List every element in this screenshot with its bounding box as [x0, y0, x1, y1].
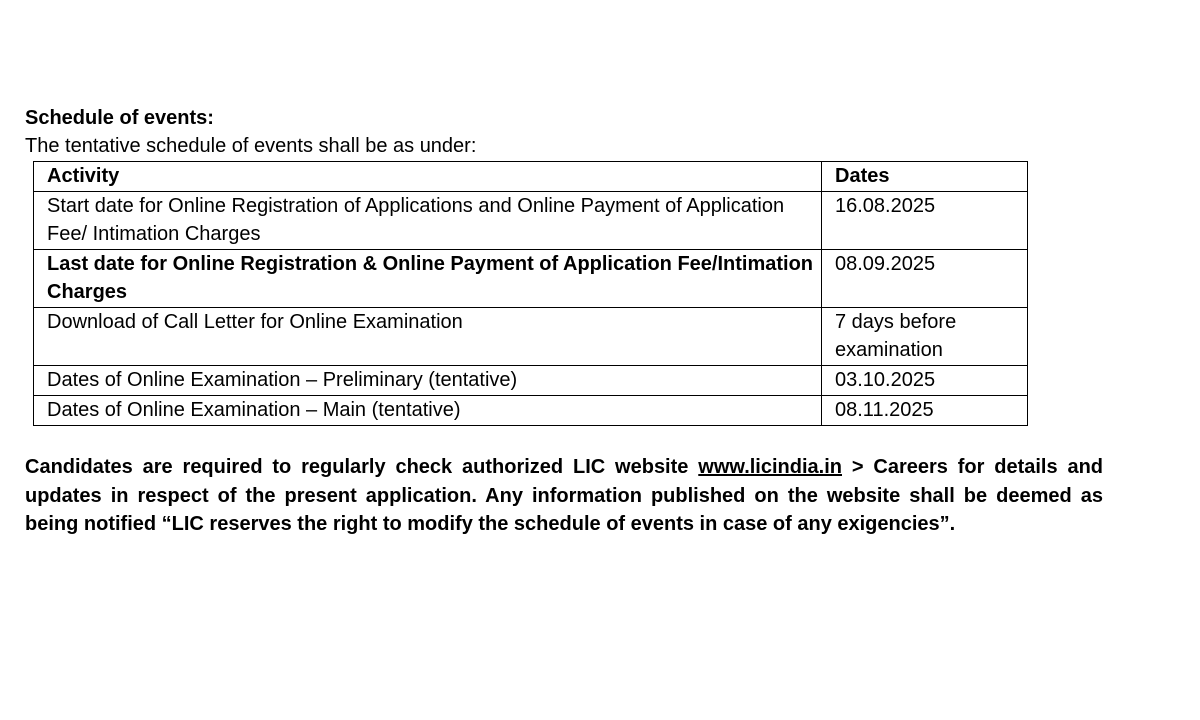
section-intro: The tentative schedule of events shall be as under:: [25, 135, 477, 157]
activity-cell: Dates of Online Examination – Main (tentative): [34, 396, 822, 426]
date-cell: 08.11.2025: [822, 396, 1028, 426]
activity-cell: Start date for Online Registration of Applications and Online Payment of Application Fee/ Intimation Charges: [34, 192, 822, 250]
notice-text-start: Candidates are required to regularly check authorized LIC website: [25, 456, 699, 478]
date-cell: 08.09.2025: [822, 250, 1028, 308]
activity-cell: Last date for Online Registration & Online Payment of Application Fee/Intimation Charges: [34, 250, 822, 308]
notice-paragraph: [25, 453, 1103, 539]
table-row: [34, 192, 1028, 250]
activity-cell: Download of Call Letter for Online Examination: [34, 308, 822, 366]
date-cell: 03.10.2025: [822, 366, 1028, 396]
schedule-table: [33, 161, 1028, 426]
section-heading: Schedule of events:: [25, 107, 214, 129]
website-link[interactable]: www.licindia.in: [698, 456, 842, 478]
date-cell: 7 days before examination: [822, 308, 1028, 366]
column-header-activity: Activity: [34, 162, 822, 192]
table-row: [34, 308, 1028, 366]
table-row: [34, 250, 1028, 308]
column-header-dates: Dates: [822, 162, 1028, 192]
table-row: [34, 396, 1028, 426]
notice-text-end: > Careers for details and updates in respect of the present application. Any information published on the website shall be deemed as being notified “LIC reserves the right to modify the schedule of events in case of any exigencies”.: [25, 456, 1104, 535]
table-row: [34, 366, 1028, 396]
date-cell: 16.08.2025: [822, 192, 1028, 250]
activity-cell: Dates of Online Examination – Preliminary (tentative): [34, 366, 822, 396]
table-header-row: [34, 162, 1028, 192]
